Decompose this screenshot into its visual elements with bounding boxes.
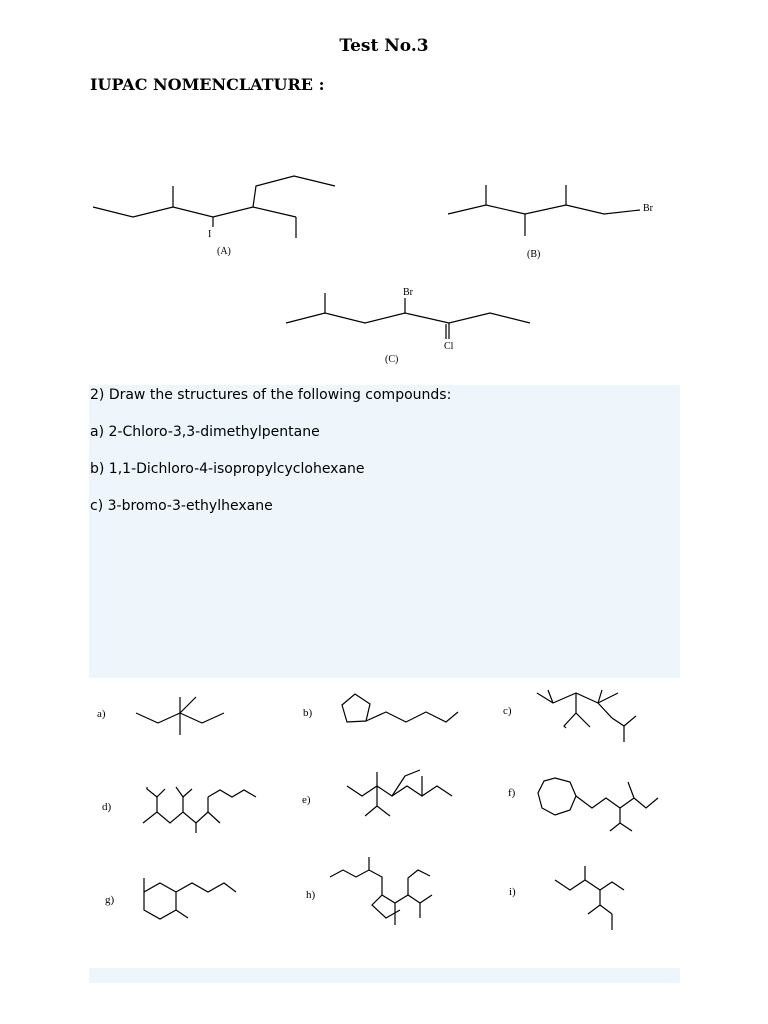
molecule-a	[136, 697, 224, 735]
structure-c-label: (C)	[385, 354, 399, 365]
structure-b-label: (B)	[527, 249, 541, 260]
molecule-e	[347, 770, 452, 816]
test-title: Test No.3	[339, 36, 429, 56]
grid-label-a: a)	[97, 708, 106, 720]
molecule-f	[538, 778, 658, 831]
grid-label-c: c)	[503, 705, 512, 717]
structure-b-substituent: Br	[643, 203, 653, 214]
grid-label-i: i)	[509, 886, 516, 898]
molecule-i	[555, 866, 624, 930]
structure-c-substituent-bottom: Cl	[444, 341, 454, 352]
section-heading: IUPAC NOMENCLATURE :	[90, 75, 325, 94]
question-2-item-a: a) 2-Chloro-3,3-dimethylpentane	[90, 424, 320, 440]
grid-label-e: e)	[302, 794, 311, 806]
structure-c-substituent-top: Br	[403, 287, 413, 298]
molecule-h	[330, 857, 432, 925]
grid-label-d: d)	[102, 801, 112, 813]
question-2-item-c: c) 3-bromo-3-ethylhexane	[90, 498, 273, 514]
question-2-prompt: 2) Draw the structures of the following compounds:	[90, 387, 452, 403]
grid-label-h: h)	[306, 889, 316, 901]
structure-a-substituent: I	[208, 229, 212, 240]
molecule-c	[537, 690, 636, 742]
structure-a-label: (A)	[217, 246, 231, 257]
grid-label-b: b)	[303, 707, 313, 719]
grid-label-g: g)	[105, 894, 115, 906]
molecule-g	[144, 878, 236, 919]
molecule-d	[143, 787, 256, 833]
grid-label-f: f)	[508, 787, 516, 799]
molecule-b	[342, 694, 458, 722]
question-2-item-b: b) 1,1-Dichloro-4-isopropylcyclohexane	[90, 461, 365, 477]
